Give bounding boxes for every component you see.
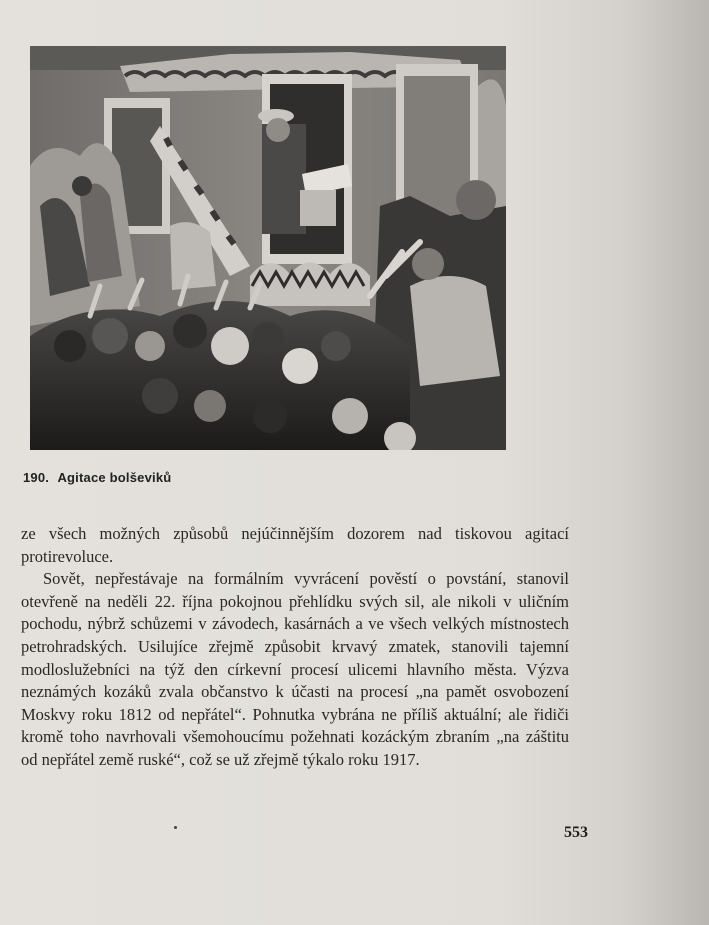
print-speck: [174, 826, 177, 829]
figure-number: 190.: [23, 470, 50, 485]
page-number: 553: [564, 824, 588, 841]
article-body: [21, 523, 569, 772]
photograph-icon: [30, 46, 506, 450]
paragraph-sovet: Sovět, nepřestávaje na formálním vyvrácení pověstí o povstání, stanovil otevřeně na neděli 22. října pokojnou přehlídku svých sil, ale nikoli v uličním pochodu, nýbrž schůzemi v závodech, kasárnách a ve všech velkých místnostech petrohradských. Usilujíce zřejmě způsobit krvavý zmatek, stanovili tajemní modloslužebníci na týž den církevní procesí ulicemi hlavního města. Výzva neznámých kozáků zvala občanstvo k účasti na procesí „na pamět osvobození Moskvy roku 1812 od nepřátel“. Pohnutka vybrána ne příliš aktuální; ale řidiči kromě toho navrhovali všemohoucímu požehnati kozáckým zbraním „na záštitu od nepřátel země ruské“, což se už zřejmě týkalo roku 1917.: [21, 569, 569, 769]
figure-photograph: [30, 46, 506, 450]
paragraph-continuation: ze všech možných způsobů nejúčinnějším dozorem nad tiskovou agitací protirevoluce.: [21, 524, 569, 566]
figure-caption: [23, 470, 171, 485]
figure-title: Agitace bolševiků: [57, 470, 172, 485]
